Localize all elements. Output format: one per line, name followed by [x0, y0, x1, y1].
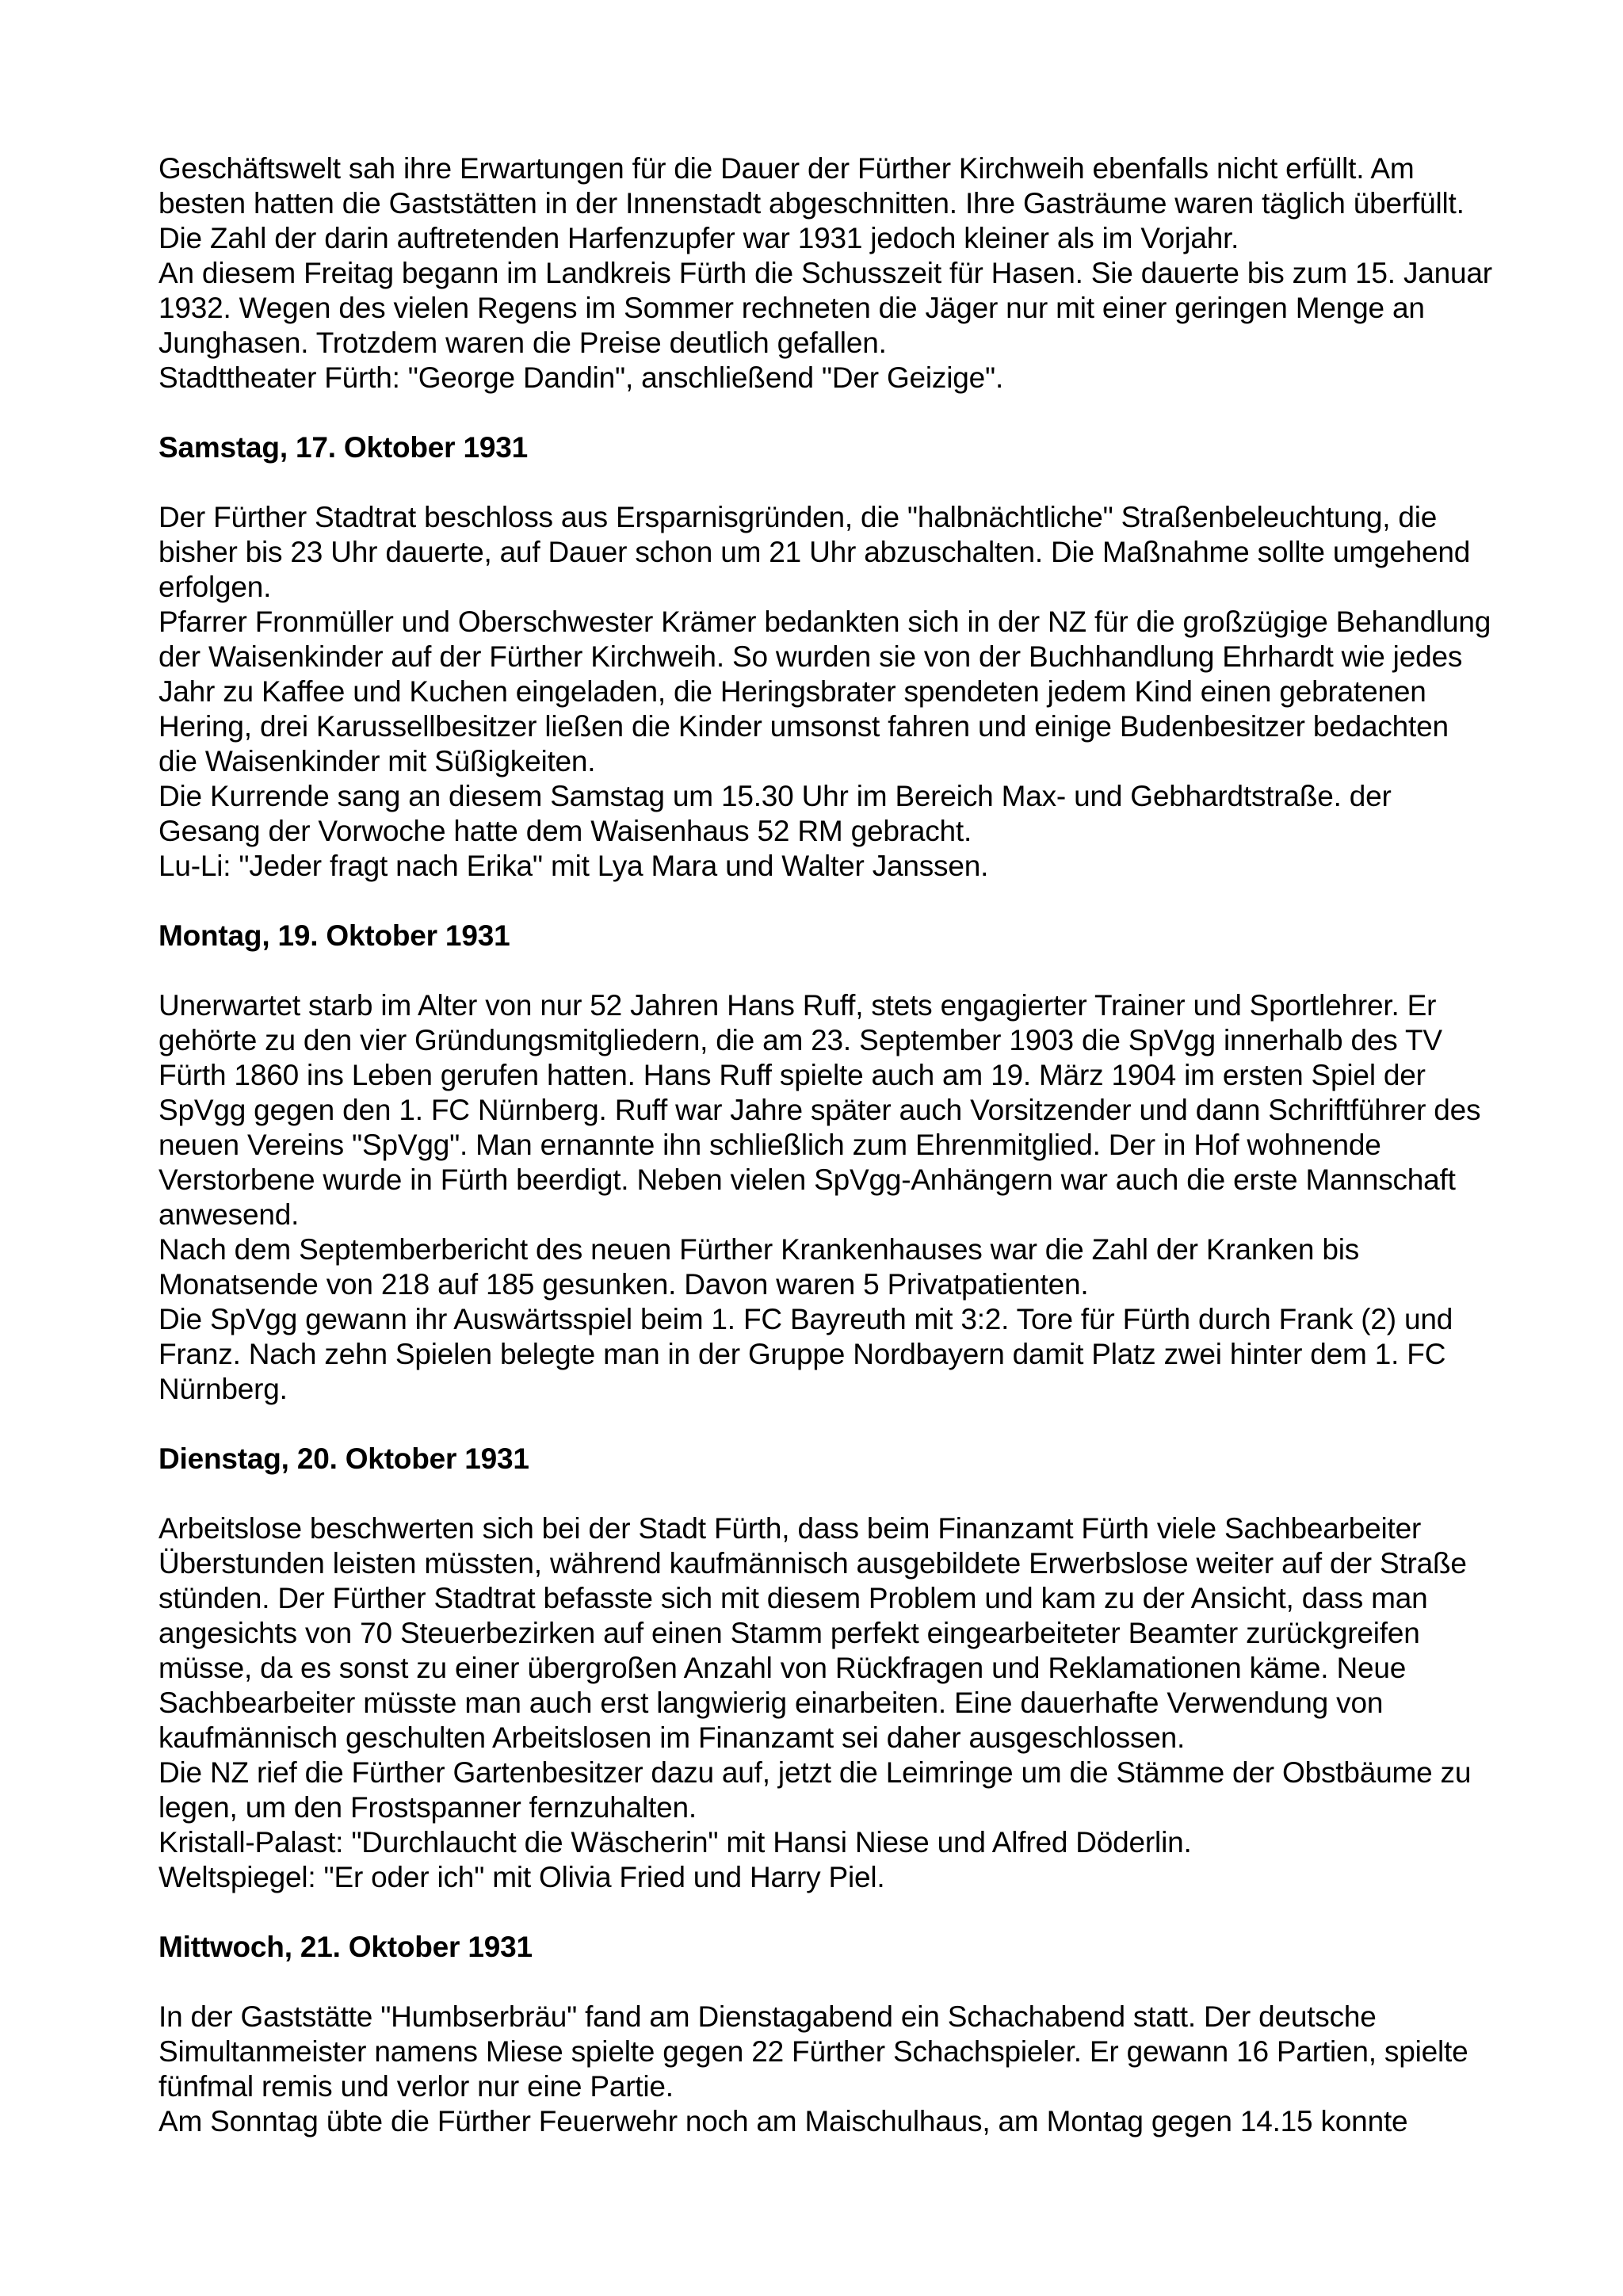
- paragraph: Der Fürther Stadtrat beschloss aus Ersparnisgründen, die "halbnächtliche" Straßenbeleuchtung, die bisher bis 23 Uhr dauerte, auf Dauer schon um 21 Uhr abzuschalten. Die Maßnahme sollte umgehend erfolgen.: [158, 501, 1471, 603]
- section-heading: Samstag, 17. Oktober 1931: [158, 431, 528, 464]
- paragraph: Lu-Li: "Jeder fragt nach Erika" mit Lya Mara und Walter Janssen.: [158, 850, 989, 882]
- paragraph: Die NZ rief die Fürther Gartenbesitzer dazu auf, jetzt die Leimringe um die Stämme der Obstbäume zu legen, um den Frostspanner fernzuhalten.: [158, 1756, 1472, 1824]
- section-heading: Mittwoch, 21. Oktober 1931: [158, 1931, 533, 1963]
- paragraph: Nach dem Septemberbericht des neuen Fürther Krankenhauses war die Zahl der Kranken bis Monatsende von 218 auf 185 gesunken. Davon waren 5 Privatpatienten.: [158, 1233, 1360, 1301]
- paragraph: Arbeitslose beschwerten sich bei der Stadt Fürth, dass beim Finanzamt Fürth viele Sachbearbeiter Überstunden leisten müssten, während kaufmännisch ausgebildete Erwerbslose weiter auf der Straße stünden. Der Fürther Stadtrat befasste sich mit diesem Problem und kam zu der Ansicht, dass man angesichts von 70 Steuerbezirken auf einen Stamm perfekt eingearbeiteter Beamter zurückgreifen müsse, da es sonst zu einer übergroßen Anzahl von Rückfragen und Reklamationen käme. Neue Sachbearbeiter müsste man auch erst langwierig einarbeiten. Eine dauerhafte Verwendung von kaufmännisch geschulten Arbeitslosen im Finanzamt sei daher ausgeschlossen.: [158, 1512, 1467, 1754]
- section-heading: Montag, 19. Oktober 1931: [158, 919, 510, 952]
- section-dienstag-20-oktober: [158, 1442, 1493, 1895]
- section-montag-19-oktober: [158, 919, 1493, 1407]
- section-samstag-17-oktober: [158, 430, 1493, 884]
- paragraph: Pfarrer Fronmüller und Oberschwester Krämer bedankten sich in der NZ für die großzügige Behandlung der Waisenkinder auf der Fürther Kirchweih. So wurden sie von der Buchhandlung Ehrhardt wie jedes Jahr zu Kaffee und Kuchen eingeladen, die Heringsbrater spendeten jedem Kind einen gebratenen Hering, drei Karussellbesitzer ließen die Kinder umsonst fahren und einige Budenbesitzer bedachten die Waisenkinder mit Süßigkeiten.: [158, 606, 1491, 777]
- paragraph: Unerwartet starb im Alter von nur 52 Jahren Hans Ruff, stets engagierter Trainer und Sportlehrer. Er gehörte zu den vier Gründungsmitgliedern, die am 23. September 1903 die SpVgg innerhalb des TV Fürth 1860 ins Leben gerufen hatten. Hans Ruff spielte auch am 19. März 1904 im ersten Spiel der SpVgg gegen den 1. FC Nürnberg. Ruff war Jahre später auch Vorsitzender und dann Schriftführer des neuen Vereins "SpVgg". Man ernannte ihn schließlich zum Ehrenmitglied. Der in Hof wohnende Verstorbene wurde in Fürth beerdigt. Neben vielen SpVgg-Anhängern war auch die erste Mannschaft anwesend.: [158, 989, 1481, 1231]
- section-intro: [158, 151, 1493, 395]
- paragraph: Stadttheater Fürth: "George Dandin", anschließend "Der Geizige".: [158, 361, 1004, 394]
- section-heading: Dienstag, 20. Oktober 1931: [158, 1442, 529, 1475]
- text-content: [158, 151, 1493, 2139]
- paragraph: Die Kurrende sang an diesem Samstag um 15.30 Uhr im Bereich Max- und Gebhardtstraße. der Gesang der Vorwoche hatte dem Waisenhaus 52 RM gebracht.: [158, 780, 1392, 847]
- paragraph: Weltspiegel: "Er oder ich" mit Olivia Fried und Harry Piel.: [158, 1861, 885, 1893]
- paragraph: Kristall-Palast: "Durchlaucht die Wäscherin" mit Hansi Niese und Alfred Döderlin.: [158, 1826, 1192, 1859]
- paragraph: Am Sonntag übte die Fürther Feuerwehr noch am Maischulhaus, am Montag gegen 14.15 konnte: [158, 2105, 1408, 2137]
- paragraph: An diesem Freitag begann im Landkreis Fürth die Schusszeit für Hasen. Sie dauerte bis zum 15. Januar 1932. Wegen des vielen Regens im Sommer rechneten die Jäger nur mit einer geringen Menge an Junghasen. Trotzdem waren die Preise deutlich gefallen.: [158, 257, 1492, 359]
- paragraph: In der Gaststätte "Humbserbräu" fand am Dienstagabend ein Schachabend statt. Der deutsche Simultanmeister namens Miese spielte gegen 22 Fürther Schachspieler. Er gewann 16 Partien, spielte fünfmal remis und verlor nur eine Partie.: [158, 2000, 1468, 2103]
- paragraph: Die SpVgg gewann ihr Auswärtsspiel beim 1. FC Bayreuth mit 3:2. Tore für Fürth durch Frank (2) und Franz. Nach zehn Spielen belegte man in der Gruppe Nordbayern damit Platz zwei hinter dem 1. FC Nürnberg.: [158, 1303, 1453, 1405]
- section-mittwoch-21-oktober: [158, 1930, 1493, 2139]
- paragraph: Geschäftswelt sah ihre Erwartungen für die Dauer der Fürther Kirchweih ebenfalls nicht erfüllt. Am besten hatten die Gaststätten in der Innenstadt abgeschnitten. Ihre Gasträume waren täglich überfüllt. Die Zahl der darin auftretenden Harfenzupfer war 1931 jedoch kleiner als im Vorjahr.: [158, 152, 1465, 254]
